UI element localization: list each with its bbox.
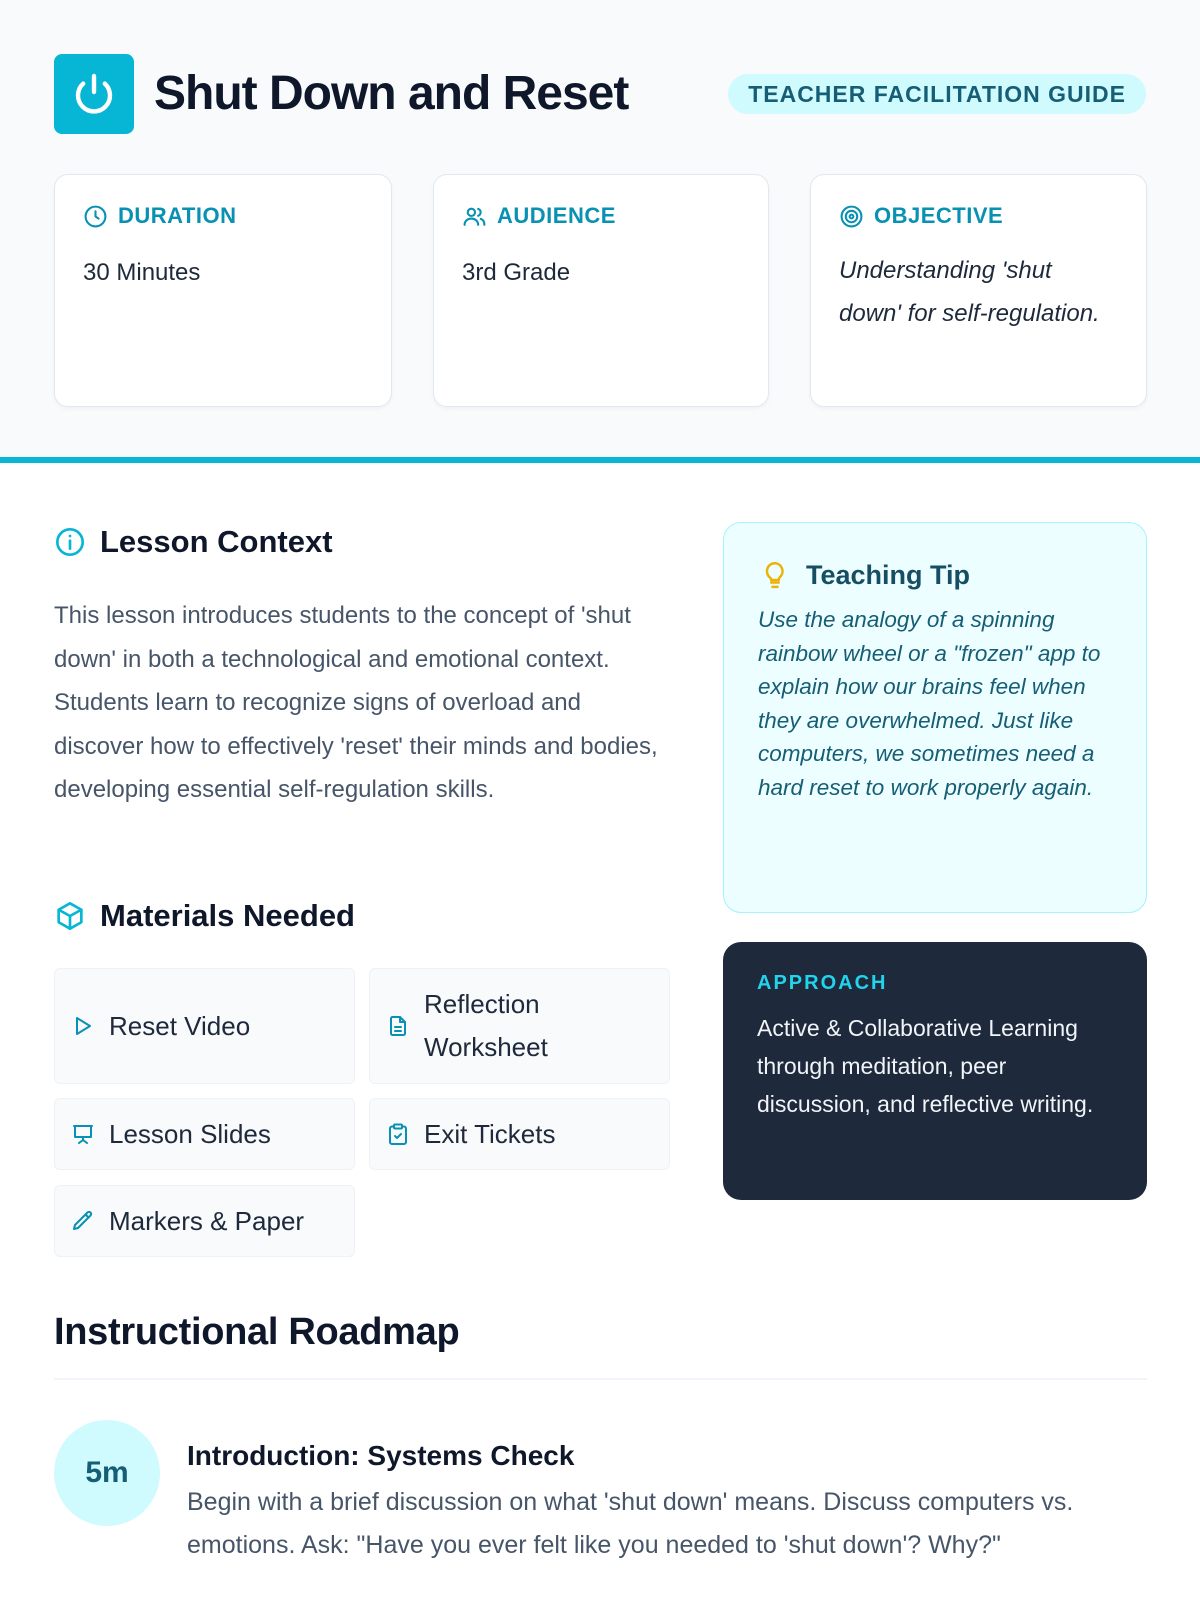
- roadmap-heading: Instructional Roadmap: [54, 1311, 460, 1353]
- material-label: Markers & Paper: [109, 1205, 305, 1236]
- clock-icon: [83, 204, 108, 229]
- material-item-lesson-slides: [54, 1098, 355, 1170]
- material-label: Reflection Worksheet: [424, 989, 548, 1062]
- approach-card: [723, 942, 1147, 1200]
- approach-text: Active & Collaborative Learning through meditation, peer discussion, and reflective writing.: [757, 1015, 1094, 1117]
- step-description: Begin with a brief discussion on what 'shut down' means. Discuss computers vs. emotions. Ask: "Have you ever felt like you needed to 'shut down'? Why?": [187, 1488, 1074, 1559]
- pencil-icon: [71, 1209, 95, 1233]
- teaching-tip-text: Use the analogy of a spinning rainbow wheel or a "frozen" app to explain how our brains feel when they are overwhelmed. Just like computers, we sometimes need a hard reset to work properly again.: [758, 607, 1101, 800]
- material-label: Reset Video: [109, 1010, 251, 1041]
- objective-value: Understanding 'shut down' for self-regulation.: [839, 257, 1100, 327]
- duration-label: DURATION: [118, 203, 237, 228]
- header: [0, 0, 1200, 463]
- duration-value: 30 Minutes: [83, 259, 201, 286]
- audience-value: 3rd Grade: [462, 259, 571, 286]
- material-label: Lesson Slides: [109, 1118, 271, 1149]
- step-title: Introduction: Systems Check: [187, 1440, 575, 1471]
- objective-label-row: [839, 201, 1118, 231]
- step-time-badge: 5m: [54, 1420, 160, 1526]
- materials-heading: [54, 898, 355, 934]
- lesson-context-title: Lesson Context: [100, 524, 333, 559]
- lesson-context-text: This lesson introduces students to the concept of 'shut down' in both a technological and emotional context. Students learn to recognize signs of overload and discover how to effectively 'reset' their minds and bodies, developing essential self-regulation skills.: [54, 602, 658, 803]
- teaching-tip-title: Teaching Tip: [806, 559, 971, 590]
- package-icon: [54, 900, 86, 932]
- objective-card: [810, 174, 1147, 407]
- audience-label-row: [462, 201, 740, 231]
- duration-label-row: [83, 201, 363, 231]
- lesson-context-heading: [54, 524, 333, 560]
- material-item-exit-tickets: [369, 1098, 670, 1170]
- teaching-tip-card: [723, 522, 1147, 913]
- guide-badge: TEACHER FACILITATION GUIDE: [728, 74, 1146, 114]
- material-label: Exit Tickets: [424, 1118, 556, 1149]
- material-item-reset-video: [54, 968, 355, 1084]
- users-icon: [462, 204, 487, 229]
- document-icon: [386, 1014, 410, 1038]
- play-icon: [71, 1014, 95, 1038]
- clipboard-check-icon: [386, 1122, 410, 1146]
- material-item-reflection-worksheet: [369, 968, 670, 1084]
- materials-title: Materials Needed: [100, 898, 355, 933]
- roadmap-divider: [54, 1378, 1147, 1380]
- presentation-icon: [71, 1122, 95, 1146]
- teaching-tip-heading: [760, 559, 1112, 591]
- objective-label: OBJECTIVE: [874, 203, 1004, 228]
- info-icon: [54, 526, 86, 558]
- audience-card: [433, 174, 769, 407]
- duration-card: [54, 174, 392, 407]
- material-item-markers-paper: [54, 1185, 355, 1257]
- audience-label: AUDIENCE: [497, 203, 616, 228]
- page-title: Shut Down and Reset: [154, 67, 629, 120]
- lightbulb-icon: [760, 559, 790, 591]
- power-icon: [54, 54, 134, 134]
- approach-label: APPROACH: [757, 972, 888, 994]
- target-icon: [839, 204, 864, 229]
